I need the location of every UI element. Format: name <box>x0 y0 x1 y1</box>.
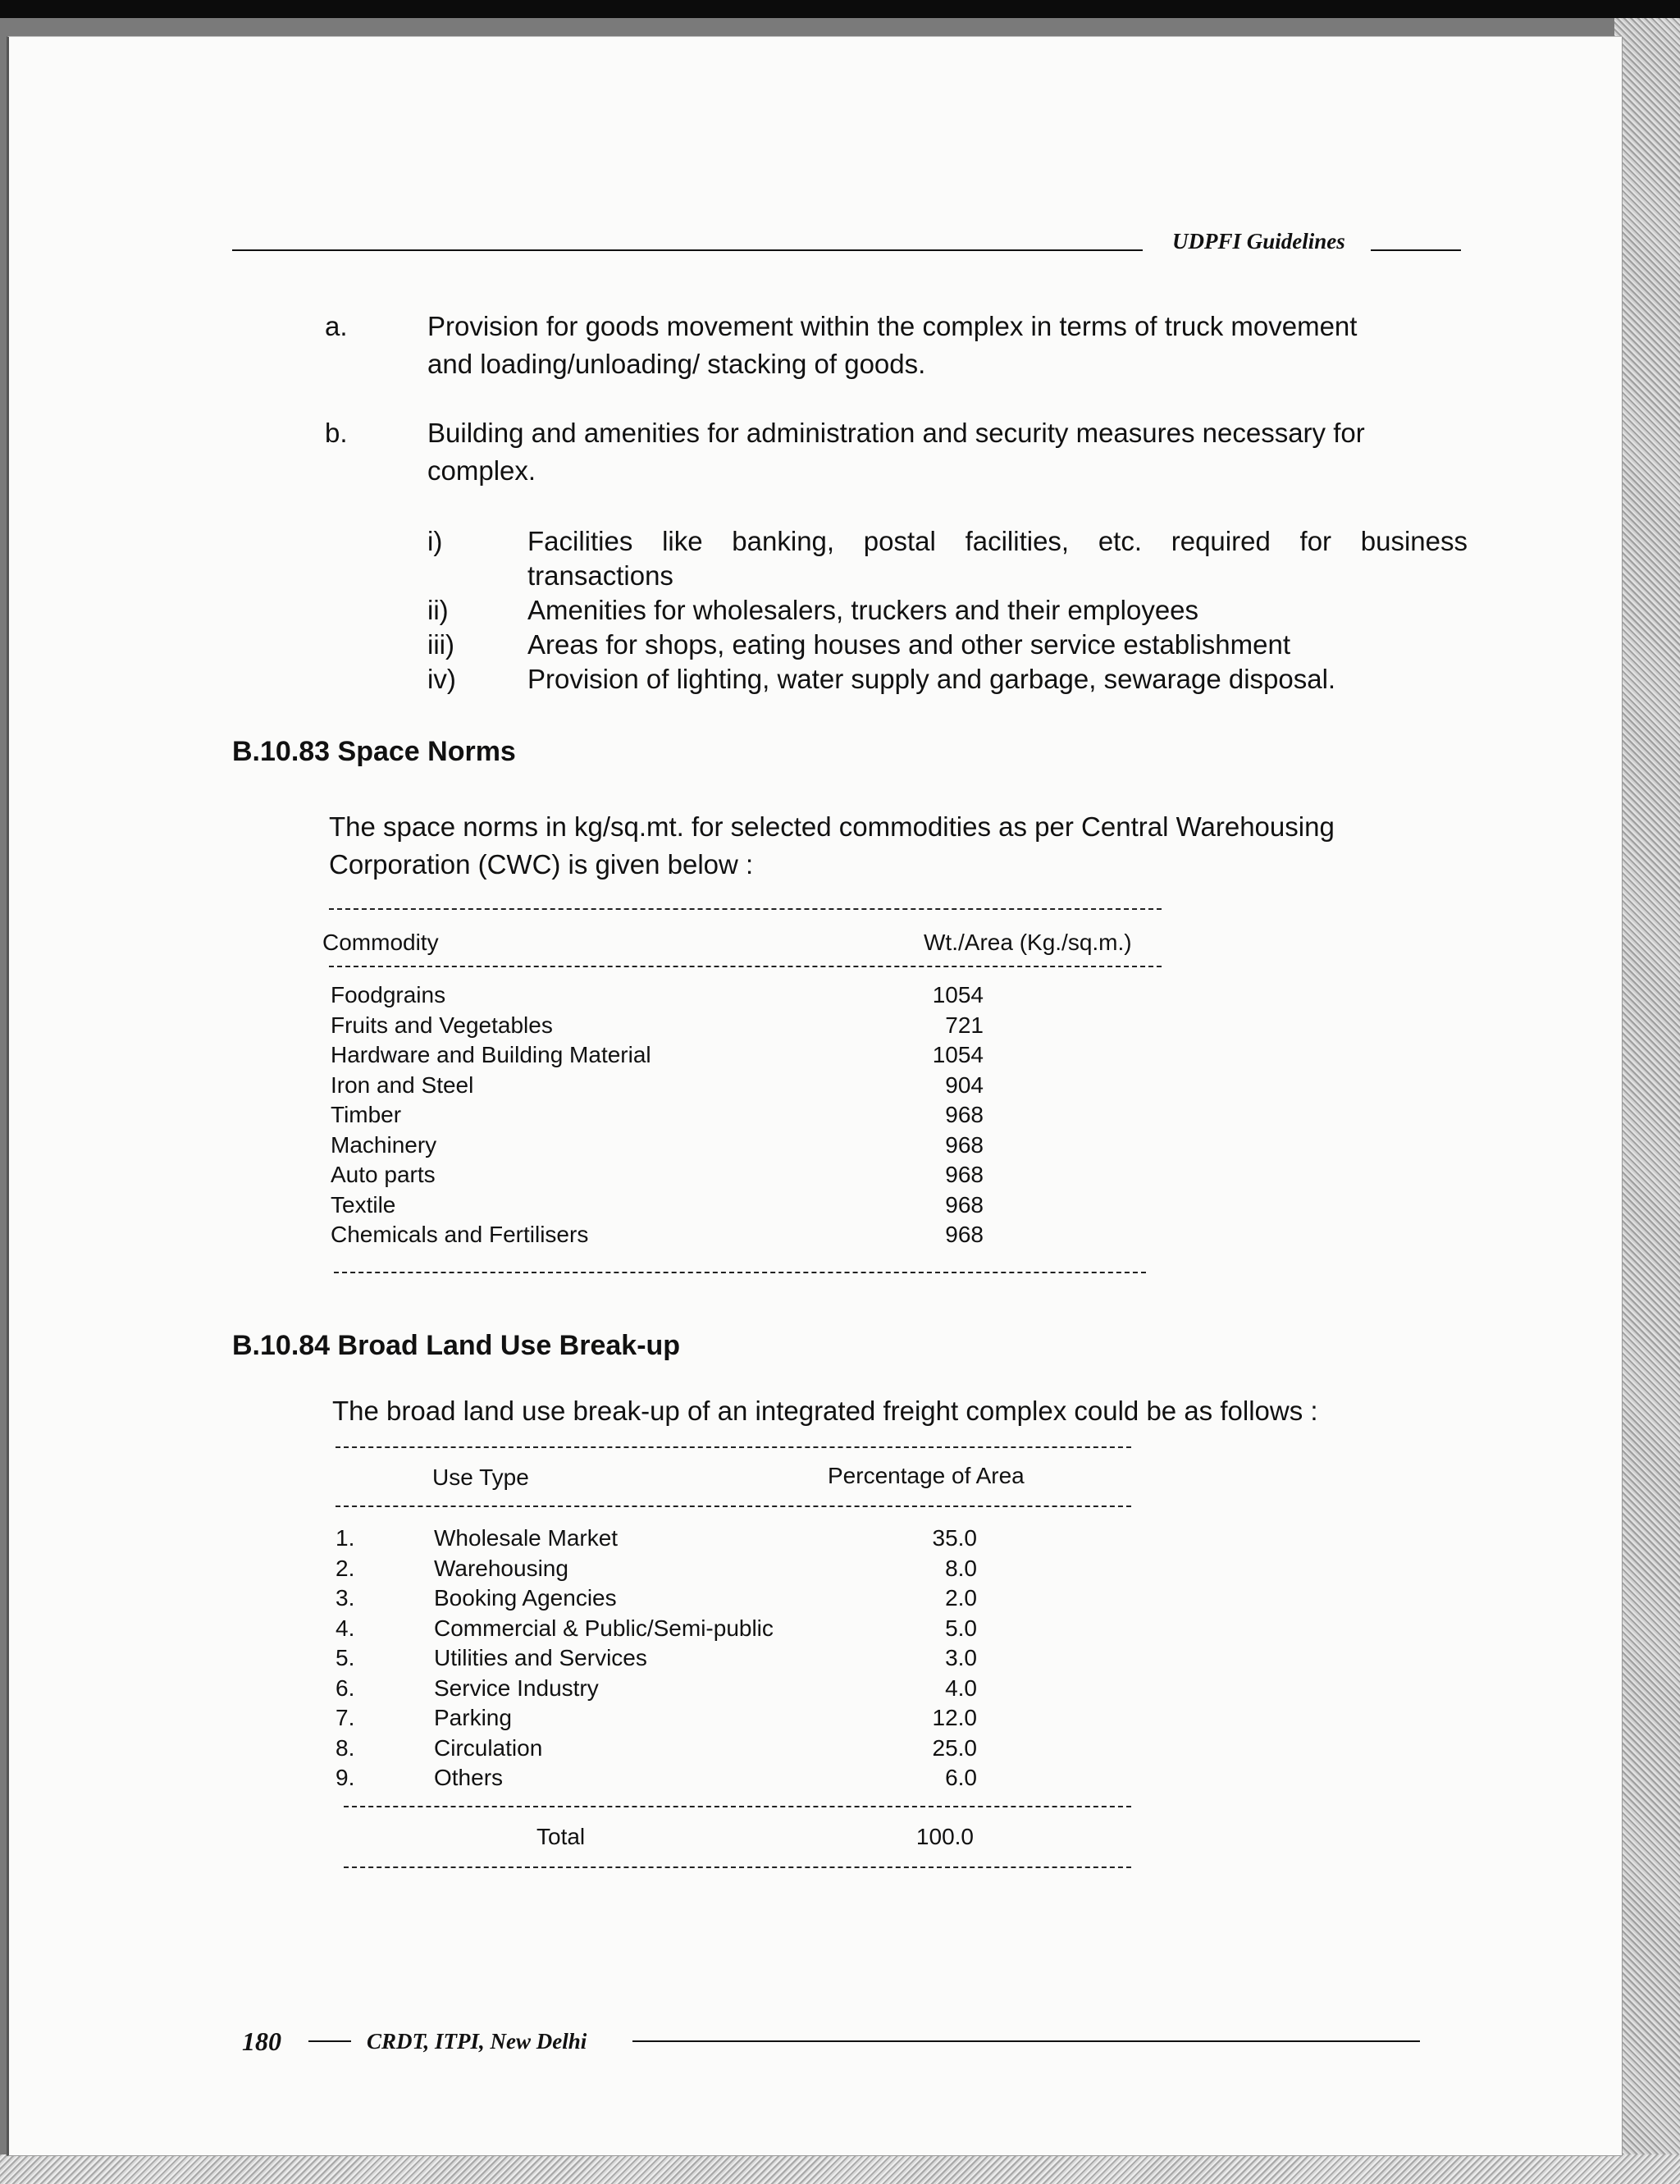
land-use-row-2-percentage: 8.0 <box>945 1555 977 1581</box>
footer-rule-long <box>632 2040 1420 2042</box>
item-a-line-2: and loading/unloading/ stacking of goods. <box>427 349 926 379</box>
space-norms-table-top-rule <box>329 908 1162 910</box>
land-use-row-2-type: Warehousing <box>434 1555 568 1581</box>
subitem-iv-marker: iv) <box>427 664 456 694</box>
subitem-iii-line-1: Areas for shops, eating houses and other service establishment <box>527 629 1291 660</box>
land-use-row-2-index: 2. <box>336 1555 355 1581</box>
space-norms-name-column <box>331 980 651 1250</box>
subitem-i-line-1: Facilities like banking, postal facilities, etc. required for business <box>527 526 1468 556</box>
space-norms-header-weight: Wt./Area (Kg./sq.m.) <box>924 930 1132 955</box>
land-use-row-1-type: Wholesale Market <box>434 1525 619 1551</box>
land-use-row-7-percentage: 12.0 <box>932 1705 977 1730</box>
land-use-row-6-type: Service Industry <box>434 1675 599 1701</box>
item-b-marker: b. <box>325 418 348 448</box>
space-norms-row-5-commodity: Timber <box>331 1102 402 1127</box>
land-use-row-8-type: Circulation <box>434 1734 543 1761</box>
space-norms-row-9-value: 968 <box>945 1222 984 1247</box>
space-norms-value-column <box>911 980 984 1250</box>
space-norms-row-1-value: 1054 <box>932 982 984 1007</box>
header-title: UDPFI Guidelines <box>1172 229 1345 254</box>
space-norms-row-5-value: 968 <box>945 1102 984 1127</box>
footer-page-number: 180 <box>242 2026 281 2056</box>
item-b-line-1: Building and amenities for administration and security measures necessary for <box>427 418 1365 448</box>
space-norms-row-2-value: 721 <box>945 1012 984 1038</box>
land-use-row-7-type: Parking <box>434 1705 512 1730</box>
land-use-row-4-percentage: 5.0 <box>945 1615 977 1641</box>
land-use-row-9-percentage: 6.0 <box>945 1765 977 1790</box>
header-rule-left <box>232 249 1143 251</box>
item-a-line-1: Provision for goods movement within the complex in terms of truck movement <box>427 311 1358 341</box>
land-use-table-top-rule <box>336 1446 1131 1448</box>
land-use-row-1-percentage: 35.0 <box>932 1525 977 1551</box>
section-83-heading: B.10.83 Space Norms <box>232 736 516 767</box>
land-use-row-6-index: 6. <box>336 1675 355 1701</box>
land-use-row-6-percentage: 4.0 <box>945 1675 977 1701</box>
subitem-ii-marker: ii) <box>427 595 449 625</box>
land-use-row-3-percentage: 2.0 <box>945 1585 977 1611</box>
land-use-row-5-percentage: 3.0 <box>945 1645 977 1670</box>
space-norms-header-commodity: Commodity <box>322 930 439 955</box>
document-page <box>7 36 1623 2156</box>
space-norms-row-1-commodity: Foodgrains <box>331 982 446 1007</box>
item-a-marker: a. <box>325 311 348 341</box>
land-use-header-percentage: Percentage of Area <box>828 1463 1025 1488</box>
land-use-total-top-rule <box>344 1806 1131 1807</box>
land-use-row-4-index: 4. <box>336 1615 355 1641</box>
land-use-row-7-index: 7. <box>336 1705 355 1730</box>
space-norms-row-3-value: 1054 <box>932 1042 984 1067</box>
subitem-i-line-2: transactions <box>527 560 673 591</box>
land-use-total-label: Total <box>536 1824 586 1849</box>
land-use-header-rule <box>336 1505 1131 1507</box>
space-norms-row-6-commodity: Machinery <box>331 1131 437 1158</box>
space-norms-row-6-value: 968 <box>945 1131 984 1158</box>
footer-publisher: CRDT, ITPI, New Delhi <box>367 2029 587 2054</box>
land-use-total-value: 100.0 <box>915 1824 974 1849</box>
scan-right-edge <box>1614 18 1680 2184</box>
header-rule-right <box>1371 249 1461 251</box>
section-83-intro-line-1: The space norms in kg/sq.mt. for selected commodities as per Central Warehousing <box>329 811 1335 842</box>
footer-rule-short <box>308 2040 351 2042</box>
section-83-intro-line-2: Corporation (CWC) is given below : <box>329 849 754 880</box>
space-norms-row-4-value: 904 <box>945 1071 984 1098</box>
land-use-row-4-type: Commercial & Public/Semi-public <box>434 1615 774 1641</box>
space-norms-row-2-commodity: Fruits and Vegetables <box>331 1012 553 1038</box>
subitem-iv-line-1: Provision of lighting, water supply and garbage, sewarage disposal. <box>527 664 1336 694</box>
space-norms-row-9-commodity: Chemicals and Fertilisers <box>331 1222 589 1247</box>
land-use-row-9-type: Others <box>434 1765 504 1790</box>
subitem-ii-line-1: Amenities for wholesalers, truckers and their employees <box>527 595 1199 625</box>
land-use-row-5-index: 5. <box>336 1645 355 1670</box>
space-norms-bottom-rule <box>334 1272 1146 1273</box>
land-use-row-8-percentage: 25.0 <box>932 1734 977 1761</box>
land-use-row-8-index: 8. <box>336 1734 355 1761</box>
space-norms-header-rule <box>329 966 1162 967</box>
subitem-i-marker: i) <box>427 526 443 556</box>
item-b-line-2: complex. <box>427 455 536 486</box>
land-use-percentage-column <box>911 1524 977 1793</box>
land-use-header-type: Use Type <box>432 1464 529 1490</box>
scan-bottom-edge <box>0 2154 1680 2184</box>
section-84-intro: The broad land use break-up of an integrated freight complex could be as follows : <box>332 1396 1318 1426</box>
land-use-row-9-index: 9. <box>336 1765 355 1790</box>
space-norms-row-8-value: 968 <box>945 1191 984 1218</box>
scan-top-edge <box>0 0 1680 18</box>
space-norms-row-7-commodity: Auto parts <box>331 1162 436 1187</box>
space-norms-row-4-commodity: Iron and Steel <box>331 1071 474 1098</box>
space-norms-row-7-value: 968 <box>945 1162 984 1187</box>
land-use-row-1-index: 1. <box>336 1525 355 1551</box>
land-use-row-5-type: Utilities and Services <box>434 1645 647 1670</box>
land-use-row-3-index: 3. <box>336 1585 355 1611</box>
subitem-iii-marker: iii) <box>427 629 454 660</box>
land-use-total-bottom-rule <box>344 1866 1131 1868</box>
space-norms-row-3-commodity: Hardware and Building Material <box>331 1042 651 1067</box>
section-84-heading: B.10.84 Broad Land Use Break-up <box>232 1330 681 1361</box>
land-use-type-column <box>434 1524 774 1793</box>
land-use-row-3-type: Booking Agencies <box>434 1585 617 1611</box>
space-norms-row-8-commodity: Textile <box>331 1191 396 1218</box>
land-use-index-column <box>336 1524 354 1793</box>
